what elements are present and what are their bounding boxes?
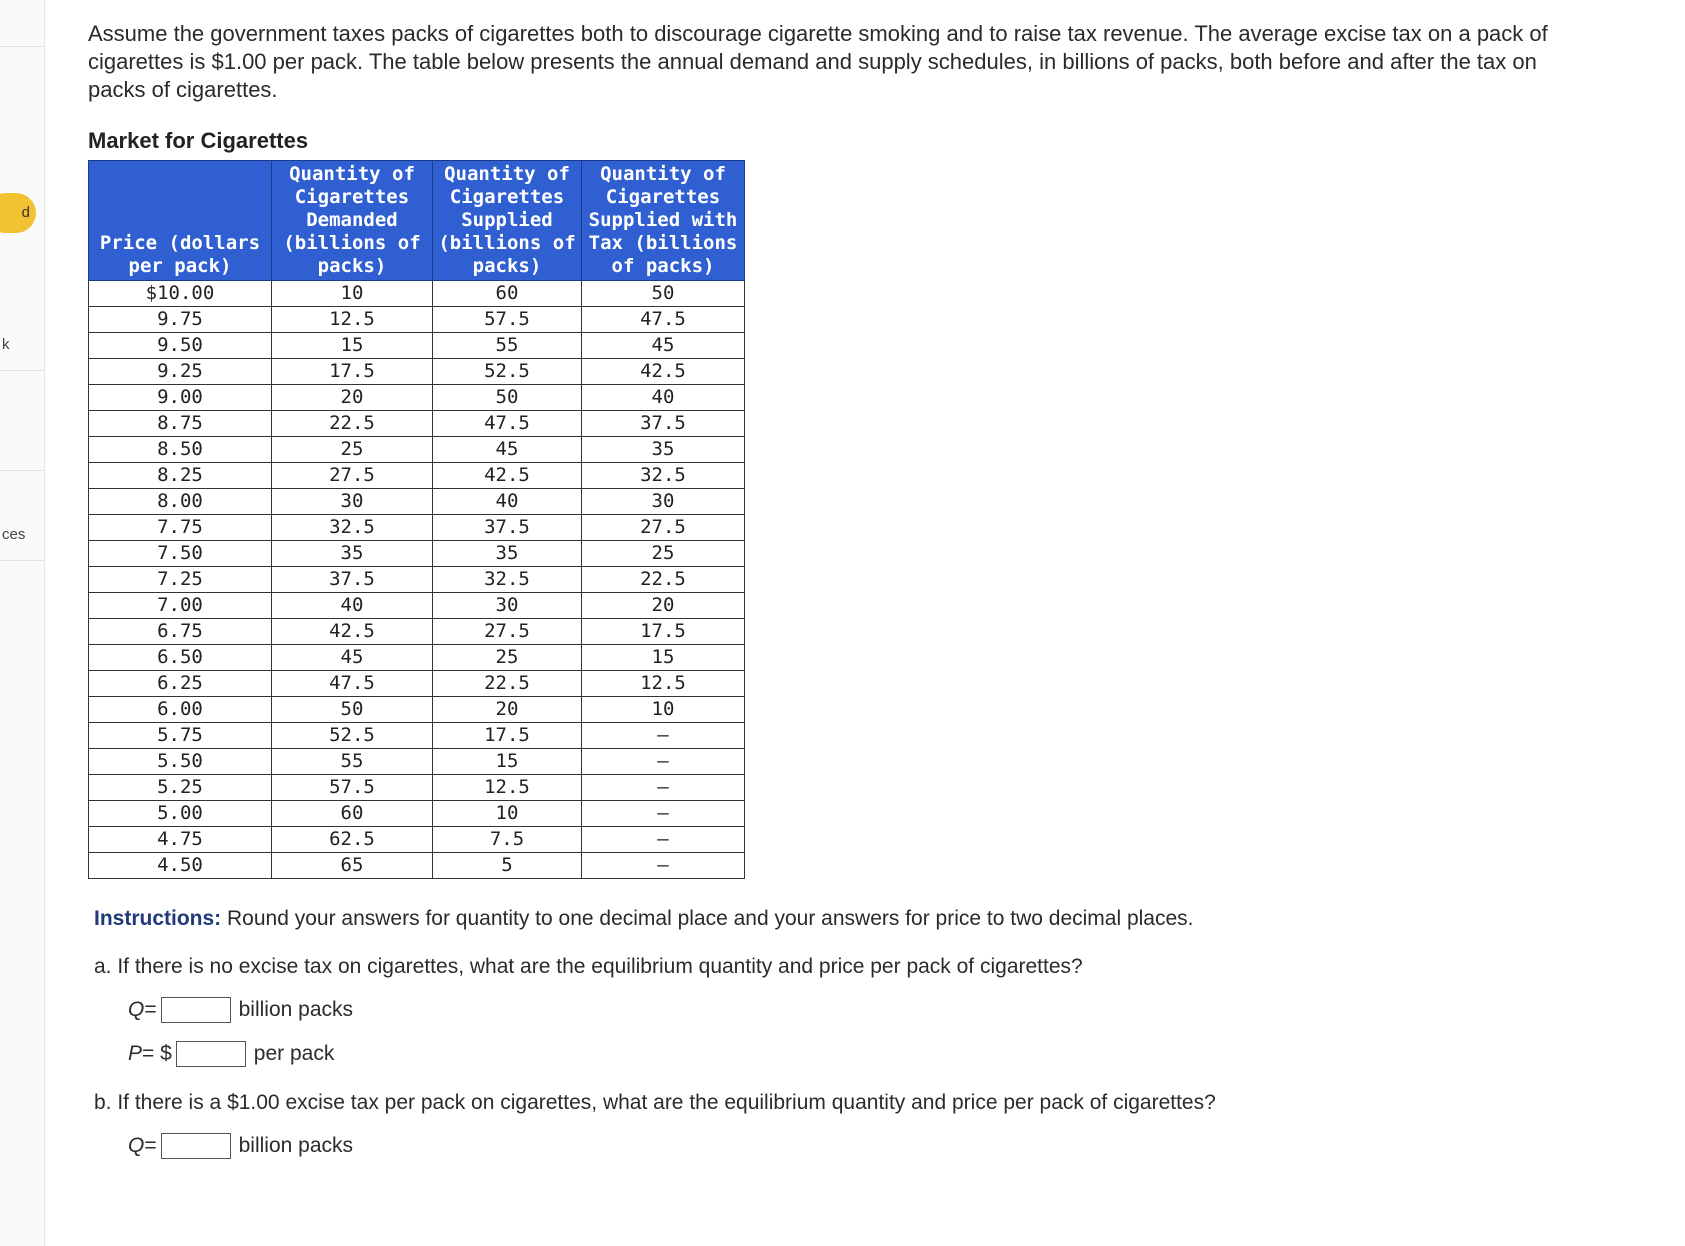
price-cell: 5.25	[89, 775, 272, 801]
price-cell: 5.75	[89, 723, 272, 749]
table-row	[89, 593, 745, 619]
price-cell: 8.50	[89, 437, 272, 463]
price-cell: 5.50	[89, 749, 272, 775]
quantity-supplied-cell: 37.5	[433, 515, 582, 541]
quantity-demanded-cell: 15	[272, 333, 433, 359]
table-row	[89, 307, 745, 333]
price-cell: 5.00	[89, 801, 272, 827]
quantity-supplied-tax-cell: 30	[582, 489, 745, 515]
quantity-supplied-tax-cell: 37.5	[582, 411, 745, 437]
quantity-demanded-cell: 62.5	[272, 827, 433, 853]
quantity-supplied-cell: 57.5	[433, 307, 582, 333]
quantity-supplied-cell: 22.5	[433, 671, 582, 697]
table-row	[89, 333, 745, 359]
quantity-demanded-cell: 57.5	[272, 775, 433, 801]
table-row	[89, 801, 745, 827]
quantity-supplied-cell: 50	[433, 385, 582, 411]
quantity-demanded-cell: 50	[272, 697, 433, 723]
price-cell: 6.00	[89, 697, 272, 723]
price-cell: $10.00	[89, 281, 272, 307]
quantity-demanded-cell: 35	[272, 541, 433, 567]
price-cell: 6.50	[89, 645, 272, 671]
quantity-demanded-cell: 60	[272, 801, 433, 827]
variable-label: Q	[128, 998, 145, 1021]
table-body	[89, 281, 745, 879]
left-sidebar	[0, 0, 45, 1246]
quantity-supplied-tax-cell: 22.5	[582, 567, 745, 593]
price-cell: 8.25	[89, 463, 272, 489]
quantity-demanded-cell: 27.5	[272, 463, 433, 489]
quantity-demanded-cell: 22.5	[272, 411, 433, 437]
variable-label: Q	[128, 1134, 145, 1157]
quantity-demanded-cell: 10	[272, 281, 433, 307]
price-cell: 8.75	[89, 411, 272, 437]
quantity-demanded-cell: 12.5	[272, 307, 433, 333]
quantity-demanded-cell: 37.5	[272, 567, 433, 593]
sidebar-item-label: k	[2, 336, 10, 353]
quantity-supplied-cell: 35	[433, 541, 582, 567]
quantity-supplied-cell: 32.5	[433, 567, 582, 593]
price-cell: 7.50	[89, 541, 272, 567]
quantity-demanded-cell: 20	[272, 385, 433, 411]
table-title: Market for Cigarettes	[88, 128, 309, 153]
unit-label: billion packs	[238, 998, 354, 1021]
quantity-supplied-tax-cell: 42.5	[582, 359, 745, 385]
table-row	[89, 489, 745, 515]
unit-label: per pack	[253, 1042, 335, 1065]
price-cell: 7.75	[89, 515, 272, 541]
table-row	[89, 619, 745, 645]
quantity-supplied-cell: 30	[433, 593, 582, 619]
instructions-text: Round your answers for quantity to one decimal place and your answers for price to two decimal places.	[221, 907, 1194, 930]
header-quantity-supplied-tax: Quantity of Cigarettes Supplied with Tax (billions of packs)	[582, 161, 745, 281]
table-row	[89, 749, 745, 775]
question-b-text: b. If there is a $1.00 excise tax per pack on cigarettes, what are the equilibrium quantity and price per pack of cigarettes?	[94, 1091, 1216, 1114]
header-quantity-supplied: Quantity of Cigarettes Supplied (billions of packs)	[433, 161, 582, 281]
price-cell: 9.50	[89, 333, 272, 359]
quantity-supplied-tax-cell: 12.5	[582, 671, 745, 697]
quantity-demanded-cell: 45	[272, 645, 433, 671]
table-row	[89, 567, 745, 593]
price-cell: 9.00	[89, 385, 272, 411]
quantity-supplied-tax-cell: –	[582, 827, 745, 853]
quantity-supplied-cell: 27.5	[433, 619, 582, 645]
table-row	[89, 827, 745, 853]
sidebar-item[interactable]	[0, 370, 44, 471]
price-cell: 9.75	[89, 307, 272, 333]
quantity-supplied-cell: 25	[433, 645, 582, 671]
price-cell: 7.00	[89, 593, 272, 619]
quantity-demanded-cell: 40	[272, 593, 433, 619]
instructions-label: Instructions:	[94, 907, 222, 930]
price-cell: 8.00	[89, 489, 272, 515]
table-row	[89, 723, 745, 749]
quantity-supplied-tax-cell: 50	[582, 281, 745, 307]
price-cell: 6.75	[89, 619, 272, 645]
quantity-demanded-cell: 42.5	[272, 619, 433, 645]
answer-prefix: = $	[142, 1042, 172, 1065]
quantity-supplied-tax-cell: 47.5	[582, 307, 745, 333]
quantity-supplied-tax-cell: –	[582, 775, 745, 801]
quantity-supplied-tax-cell: 32.5	[582, 463, 745, 489]
quantity-supplied-tax-cell: 25	[582, 541, 745, 567]
table-row	[89, 697, 745, 723]
quantity-demanded-cell: 25	[272, 437, 433, 463]
quantity-supplied-cell: 17.5	[433, 723, 582, 749]
quantity-demanded-cell: 65	[272, 853, 433, 879]
quantity-supplied-cell: 10	[433, 801, 582, 827]
quantity-supplied-tax-cell: 27.5	[582, 515, 745, 541]
sidebar-item[interactable]	[0, 280, 44, 371]
table-row	[89, 463, 745, 489]
quantity-supplied-cell: 52.5	[433, 359, 582, 385]
quantity-supplied-tax-cell: 40	[582, 385, 745, 411]
table-row	[89, 671, 745, 697]
table-row	[89, 281, 745, 307]
sidebar-item[interactable]	[0, 470, 44, 561]
quantity-supplied-tax-cell: 20	[582, 593, 745, 619]
quantity-supplied-tax-cell: –	[582, 723, 745, 749]
quantity-supplied-cell: 7.5	[433, 827, 582, 853]
quantity-supplied-cell: 40	[433, 489, 582, 515]
quantity-supplied-cell: 5	[433, 853, 582, 879]
quantity-supplied-cell: 55	[433, 333, 582, 359]
quantity-supplied-tax-cell: 10	[582, 697, 745, 723]
question-a-text: a. If there is no excise tax on cigarettes, what are the equilibrium quantity and price per pack of cigarettes?	[94, 955, 1083, 978]
header-price: Price (dollars per pack)	[89, 161, 272, 281]
quantity-supplied-cell: 45	[433, 437, 582, 463]
price-cell: 6.25	[89, 671, 272, 697]
table-row	[89, 541, 745, 567]
quantity-answer-input-a[interactable]	[161, 997, 231, 1023]
quantity-supplied-cell: 15	[433, 749, 582, 775]
quantity-supplied-tax-cell: 45	[582, 333, 745, 359]
table-row	[89, 359, 745, 385]
table-row	[89, 645, 745, 671]
answer-row-b-quantity	[128, 1133, 1588, 1159]
table-row	[89, 515, 745, 541]
quantity-demanded-cell: 47.5	[272, 671, 433, 697]
table-row	[89, 853, 745, 879]
quantity-demanded-cell: 32.5	[272, 515, 433, 541]
variable-label: P	[128, 1042, 143, 1065]
quantity-demanded-cell: 17.5	[272, 359, 433, 385]
market-table	[88, 160, 745, 879]
table-row	[89, 437, 745, 463]
table-row	[89, 411, 745, 437]
price-cell: 4.50	[89, 853, 272, 879]
sidebar-active-item[interactable]: d	[0, 193, 36, 233]
quantity-supplied-cell: 42.5	[433, 463, 582, 489]
quantity-supplied-cell: 12.5	[433, 775, 582, 801]
sidebar-item-label: ces	[2, 526, 26, 543]
instructions	[94, 907, 1588, 931]
header-quantity-demanded: Quantity of Cigarettes Demanded (billions of packs)	[272, 161, 433, 281]
price-answer-input-a[interactable]	[176, 1041, 246, 1067]
quantity-supplied-tax-cell: 17.5	[582, 619, 745, 645]
price-cell: 4.75	[89, 827, 272, 853]
answer-prefix: =	[144, 998, 157, 1021]
quantity-demanded-cell: 52.5	[272, 723, 433, 749]
table-row	[89, 385, 745, 411]
quantity-demanded-cell: 55	[272, 749, 433, 775]
unit-label: billion packs	[238, 1134, 354, 1157]
quantity-supplied-cell: 60	[433, 281, 582, 307]
quantity-supplied-cell: 20	[433, 697, 582, 723]
answer-row-a-price	[128, 1041, 1588, 1067]
quantity-supplied-tax-cell: 35	[582, 437, 745, 463]
price-cell: 9.25	[89, 359, 272, 385]
quantity-supplied-tax-cell: –	[582, 801, 745, 827]
sidebar-block[interactable]	[0, 0, 44, 47]
quantity-answer-input-b[interactable]	[161, 1133, 231, 1159]
quantity-supplied-tax-cell: –	[582, 749, 745, 775]
question-content	[88, 20, 1588, 1159]
table-header-row	[89, 161, 745, 281]
answer-prefix: =	[144, 1134, 157, 1157]
price-cell: 7.25	[89, 567, 272, 593]
problem-intro: Assume the government taxes packs of cigarettes both to discourage cigarette smoking and to raise tax revenue. The average excise tax on a pack of cigarettes is $1.00 per pack. The table below presents the annual demand and supply schedules, in billions of packs, both before and after the tax on packs of cigarettes.	[88, 21, 1548, 102]
table-row	[89, 775, 745, 801]
quantity-supplied-tax-cell: 15	[582, 645, 745, 671]
quantity-supplied-tax-cell: –	[582, 853, 745, 879]
answer-row-a-quantity	[128, 997, 1588, 1023]
quantity-supplied-cell: 47.5	[433, 411, 582, 437]
quantity-demanded-cell: 30	[272, 489, 433, 515]
